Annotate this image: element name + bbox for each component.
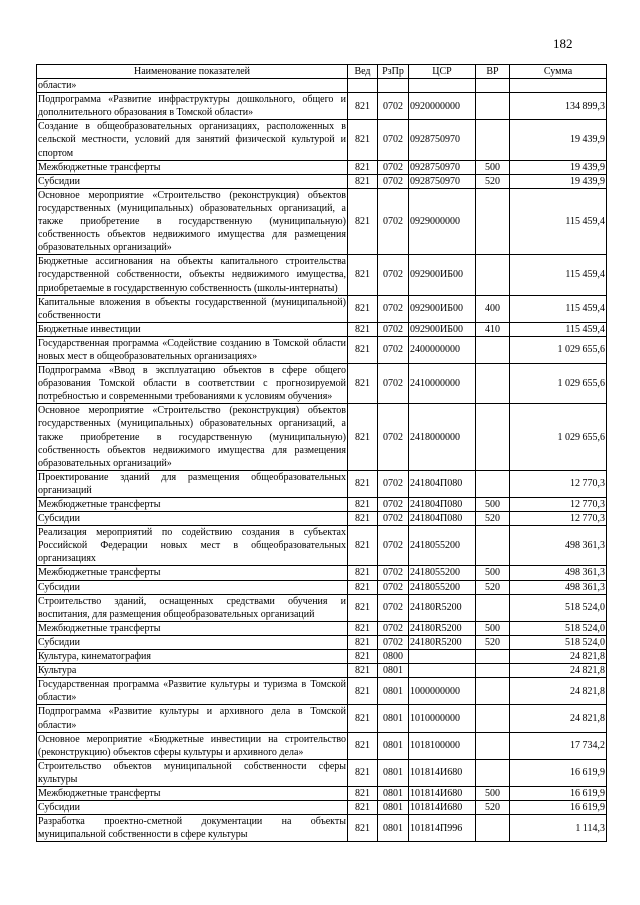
cell-sum: 16 619,9 (510, 786, 607, 800)
cell-ved: 821 (348, 580, 378, 594)
cell-sum: 12 770,3 (510, 512, 607, 526)
cell-name: Субсидии (37, 635, 348, 649)
cell-name: Межбюджетные трансферты (37, 621, 348, 635)
cell-vr: 520 (476, 635, 510, 649)
cell-csr: 0928750970 (409, 160, 476, 174)
cell-csr: 1010000000 (409, 705, 476, 732)
cell-sum: 24 821,8 (510, 678, 607, 705)
cell-vr (476, 470, 510, 497)
table-row (37, 635, 607, 649)
cell-ved: 821 (348, 174, 378, 188)
cell-csr: 241804П080 (409, 512, 476, 526)
table-row (37, 160, 607, 174)
cell-sum: 24 821,8 (510, 650, 607, 664)
cell-vr (476, 759, 510, 786)
cell-csr (409, 650, 476, 664)
cell-csr: 0928750970 (409, 120, 476, 160)
table-row (37, 678, 607, 705)
cell-vr (476, 93, 510, 120)
cell-rzpr: 0702 (378, 470, 409, 497)
cell-rzpr: 0702 (378, 255, 409, 295)
cell-ved: 821 (348, 364, 378, 404)
cell-vr: 500 (476, 621, 510, 635)
cell-csr: 101814И680 (409, 786, 476, 800)
cell-name: Субсидии (37, 174, 348, 188)
cell-vr (476, 526, 510, 566)
cell-vr (476, 594, 510, 621)
cell-ved: 821 (348, 635, 378, 649)
cell-name: Культура (37, 664, 348, 678)
cell-rzpr: 0801 (378, 815, 409, 842)
table-row (37, 732, 607, 759)
cell-rzpr: 0702 (378, 594, 409, 621)
cell-csr: 2418000000 (409, 404, 476, 470)
cell-sum: 115 459,4 (510, 322, 607, 336)
cell-name: Бюджетные ассигнования на объекты капитального строительства государственной собственности, объекты недвижимого имущества, приобретаемые в государственную собственность (школы-интернаты) (38, 256, 346, 294)
cell-rzpr: 0801 (378, 678, 409, 705)
table-row (37, 322, 607, 336)
cell-ved: 821 (348, 732, 378, 759)
cell-vr (476, 255, 510, 295)
cell-rzpr: 0702 (378, 526, 409, 566)
cell-vr: 500 (476, 160, 510, 174)
cell-vr: 400 (476, 295, 510, 322)
cell-name: Создание в общеобразовательных организациях, расположенных в сельской местности, условий для занятий физической культурой и спортом (38, 121, 346, 159)
cell-name: Культура, кинематография (37, 650, 348, 664)
cell-csr: 1000000000 (409, 678, 476, 705)
cell-csr: 0929000000 (409, 188, 476, 254)
table-row (37, 174, 607, 188)
cell-vr (476, 678, 510, 705)
table-row (37, 336, 607, 363)
cell-rzpr: 0702 (378, 512, 409, 526)
cell-rzpr: 0801 (378, 732, 409, 759)
cell-sum: 115 459,4 (510, 188, 607, 254)
cell-name: Основное мероприятие «Бюджетные инвестиции на строительство (реконструкцию) объектов сферы культуры и архивного дела» (38, 733, 346, 758)
table-row (37, 364, 607, 404)
table-row (37, 759, 607, 786)
table-body (37, 79, 607, 842)
table-row (37, 621, 607, 635)
cell-csr: 24180R5200 (409, 621, 476, 635)
cell-sum: 1 114,3 (510, 815, 607, 842)
cell-vr: 500 (476, 566, 510, 580)
cell-sum: 1 029 655,6 (510, 336, 607, 363)
cell-rzpr: 0702 (378, 336, 409, 363)
cell-ved: 821 (348, 322, 378, 336)
table-row (37, 650, 607, 664)
cell-vr (476, 188, 510, 254)
cell-sum: 1 029 655,6 (510, 364, 607, 404)
table-row (37, 664, 607, 678)
cell-ved: 821 (348, 786, 378, 800)
cell-ved: 821 (348, 650, 378, 664)
cell-vr (476, 650, 510, 664)
cell-rzpr: 0801 (378, 801, 409, 815)
cell-vr: 520 (476, 801, 510, 815)
cell-name: Государственная программа «Развитие культуры и туризма в Томской области» (38, 679, 346, 704)
cell-name: Строительство объектов муниципальной собственности сферы культуры (38, 760, 346, 785)
header-vr: ВР (476, 65, 510, 79)
cell-vr: 520 (476, 580, 510, 594)
cell-vr (476, 364, 510, 404)
table-row (37, 566, 607, 580)
cell-sum: 518 524,0 (510, 594, 607, 621)
cell-csr: 241804П080 (409, 498, 476, 512)
cell-csr: 101814И680 (409, 759, 476, 786)
cell-sum: 19 439,9 (510, 160, 607, 174)
cell-ved: 821 (348, 404, 378, 470)
cell-vr (476, 336, 510, 363)
cell-name: Реализация мероприятий по содействию создания в субъектах Российской Федерации новых мест в общеобразовательных организациях (38, 527, 346, 565)
cell-ved: 821 (348, 566, 378, 580)
cell-vr (476, 404, 510, 470)
cell-rzpr: 0801 (378, 786, 409, 800)
cell-sum: 17 734,2 (510, 732, 607, 759)
cell-name: Межбюджетные трансферты (37, 160, 348, 174)
cell-name: области» (37, 79, 348, 93)
cell-name: Межбюджетные трансферты (37, 786, 348, 800)
cell-rzpr: 0702 (378, 174, 409, 188)
cell-ved: 821 (348, 664, 378, 678)
header-name: Наименование показателей (37, 65, 348, 79)
table-row (37, 79, 607, 93)
cell-sum: 498 361,3 (510, 580, 607, 594)
table-row (37, 705, 607, 732)
table-row (37, 801, 607, 815)
cell-csr: 2418055200 (409, 566, 476, 580)
cell-sum: 115 459,4 (510, 295, 607, 322)
cell-sum: 518 524,0 (510, 635, 607, 649)
cell-name: Субсидии (37, 580, 348, 594)
cell-rzpr (378, 79, 409, 93)
cell-sum: 115 459,4 (510, 255, 607, 295)
cell-vr (476, 732, 510, 759)
cell-rzpr: 0702 (378, 120, 409, 160)
cell-rzpr: 0801 (378, 705, 409, 732)
cell-sum: 16 619,9 (510, 801, 607, 815)
cell-csr: 2410000000 (409, 364, 476, 404)
cell-ved: 821 (348, 594, 378, 621)
cell-vr: 520 (476, 512, 510, 526)
table-row (37, 255, 607, 295)
cell-ved: 821 (348, 295, 378, 322)
cell-vr (476, 120, 510, 160)
table-row (37, 512, 607, 526)
cell-rzpr: 0800 (378, 650, 409, 664)
cell-ved: 821 (348, 705, 378, 732)
cell-csr: 092900ИБ00 (409, 295, 476, 322)
cell-rzpr: 0702 (378, 188, 409, 254)
cell-sum: 498 361,3 (510, 566, 607, 580)
cell-csr: 2418055200 (409, 526, 476, 566)
table-header-row (37, 65, 607, 79)
cell-csr: 24180R5200 (409, 635, 476, 649)
cell-sum: 24 821,8 (510, 705, 607, 732)
table-row (37, 594, 607, 621)
table-row (37, 188, 607, 254)
cell-csr: 101814И680 (409, 801, 476, 815)
table-row (37, 580, 607, 594)
cell-csr: 1018100000 (409, 732, 476, 759)
cell-ved: 821 (348, 498, 378, 512)
cell-name: Разработка проектно-сметной документации на объекты муниципальной собственности в сфере культуры (38, 816, 346, 841)
table-row (37, 815, 607, 842)
cell-ved: 821 (348, 255, 378, 295)
cell-name: Основное мероприятие «Строительство (реконструкция) объектов государственных (муниципальных) образовательных организаций, а также приобретение в государственную (муниципальную) собственность объектов недвижимого имущества для размещения образовательных организаций» (38, 405, 346, 469)
cell-name: Субсидии (37, 801, 348, 815)
cell-ved: 821 (348, 470, 378, 497)
cell-ved: 821 (348, 120, 378, 160)
cell-name: Субсидии (37, 512, 348, 526)
cell-sum: 134 899,3 (510, 93, 607, 120)
cell-ved (348, 79, 378, 93)
cell-ved: 821 (348, 678, 378, 705)
cell-vr (476, 705, 510, 732)
cell-name: Основное мероприятие «Строительство (реконструкция) объектов государственных (муниципальных) образовательных организаций, а также приобретение в государственную (муниципальную) собственность объектов недвижимого имущества для размещения образовательных организаций» (38, 189, 346, 254)
cell-vr: 410 (476, 322, 510, 336)
cell-ved: 821 (348, 336, 378, 363)
cell-vr: 520 (476, 174, 510, 188)
cell-name: Бюджетные инвестиции (37, 322, 348, 336)
cell-ved: 821 (348, 188, 378, 254)
cell-vr: 500 (476, 498, 510, 512)
cell-name: Государственная программа «Содействие созданию в Томской области новых мест в общеобразовательных организациях» (38, 337, 346, 362)
header-rzpr: РзПр (378, 65, 409, 79)
table-row (37, 498, 607, 512)
cell-csr: 092900ИБ00 (409, 322, 476, 336)
cell-vr (476, 79, 510, 93)
cell-csr: 0920000000 (409, 93, 476, 120)
cell-sum (510, 79, 607, 93)
cell-ved: 821 (348, 801, 378, 815)
cell-rzpr: 0801 (378, 759, 409, 786)
table-row (37, 404, 607, 470)
cell-ved: 821 (348, 621, 378, 635)
page-number: 182 (553, 36, 573, 51)
cell-sum: 24 821,8 (510, 664, 607, 678)
cell-name: Проектирование зданий для размещения общеобразовательных организаций (38, 471, 346, 496)
table-row (37, 93, 607, 120)
cell-csr: 2418055200 (409, 580, 476, 594)
cell-csr: 24180R5200 (409, 594, 476, 621)
cell-name: Подпрограмма «Развитие инфраструктуры дошкольного, общего и дополнительного образования в Томской области» (38, 94, 346, 119)
cell-rzpr: 0702 (378, 404, 409, 470)
header-ved: Вед (348, 65, 378, 79)
cell-csr: 092900ИБ00 (409, 255, 476, 295)
cell-sum: 518 524,0 (510, 621, 607, 635)
header-csr: ЦСР (409, 65, 476, 79)
cell-ved: 821 (348, 815, 378, 842)
cell-sum: 12 770,3 (510, 498, 607, 512)
cell-ved: 821 (348, 93, 378, 120)
cell-name: Межбюджетные трансферты (37, 566, 348, 580)
cell-ved: 821 (348, 160, 378, 174)
cell-rzpr: 0801 (378, 664, 409, 678)
cell-csr: 241804П080 (409, 470, 476, 497)
cell-vr (476, 815, 510, 842)
cell-sum: 12 770,3 (510, 470, 607, 497)
cell-rzpr: 0702 (378, 295, 409, 322)
cell-rzpr: 0702 (378, 621, 409, 635)
cell-vr (476, 664, 510, 678)
cell-csr: 101814П996 (409, 815, 476, 842)
cell-name: Подпрограмма «Развитие культуры и архивного дела в Томской области» (38, 706, 346, 731)
table-row (37, 526, 607, 566)
cell-name: Капитальные вложения в объекты государственной (муниципальной) собственности (38, 296, 346, 321)
cell-rzpr: 0702 (378, 322, 409, 336)
cell-sum: 16 619,9 (510, 759, 607, 786)
cell-name: Подпрограмма «Ввод в эксплуатацию объектов в сфере общего образования Томской области в соответствии с прогнозируемой потребностью и современными требованиями к условиям обучения» (38, 365, 346, 403)
cell-ved: 821 (348, 512, 378, 526)
cell-rzpr: 0702 (378, 93, 409, 120)
cell-rzpr: 0702 (378, 160, 409, 174)
table-row (37, 470, 607, 497)
cell-csr (409, 664, 476, 678)
cell-sum: 19 439,9 (510, 120, 607, 160)
cell-csr (409, 79, 476, 93)
table-row (37, 295, 607, 322)
table-row (37, 120, 607, 160)
cell-csr: 0928750970 (409, 174, 476, 188)
cell-sum: 19 439,9 (510, 174, 607, 188)
cell-rzpr: 0702 (378, 566, 409, 580)
header-sum: Сумма (510, 65, 607, 79)
cell-sum: 1 029 655,6 (510, 404, 607, 470)
cell-ved: 821 (348, 526, 378, 566)
cell-ved: 821 (348, 759, 378, 786)
cell-rzpr: 0702 (378, 580, 409, 594)
budget-table (36, 64, 607, 842)
cell-rzpr: 0702 (378, 635, 409, 649)
cell-sum: 498 361,3 (510, 526, 607, 566)
cell-csr: 2400000000 (409, 336, 476, 363)
cell-name: Строительство зданий, оснащенных средствами обучения и воспитания, для размещения общеобразовательных организаций (38, 595, 346, 620)
table-row (37, 786, 607, 800)
cell-rzpr: 0702 (378, 364, 409, 404)
cell-vr: 500 (476, 786, 510, 800)
cell-name: Межбюджетные трансферты (37, 498, 348, 512)
cell-rzpr: 0702 (378, 498, 409, 512)
